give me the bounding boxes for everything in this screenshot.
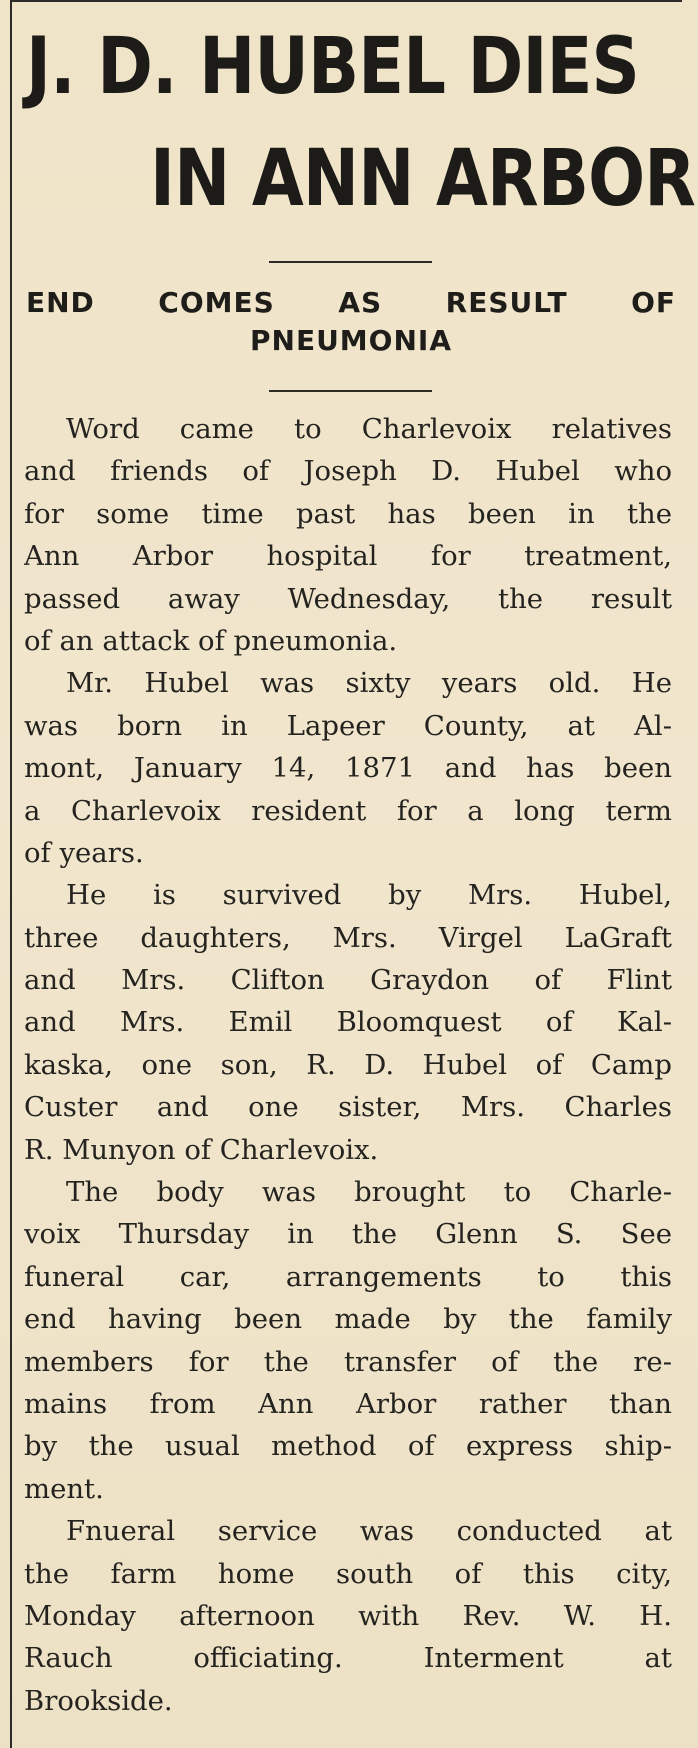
article-line: mains from Ann Arbor rather than bbox=[24, 1387, 672, 1420]
article-line: and Mrs. Clifton Graydon of Flint bbox=[24, 964, 672, 997]
article-line: He is survived by Mrs. Hubel, bbox=[66, 879, 672, 912]
article-line: Rauch officiating. Interment at bbox=[24, 1642, 672, 1675]
divider-rule-top bbox=[269, 261, 432, 263]
article-line: voix Thursday in the Glenn S. See bbox=[24, 1218, 672, 1251]
article-line: of an attack of pneumonia. bbox=[24, 624, 398, 657]
column-rule bbox=[10, 0, 12, 1748]
headline-line-1: J. D. HUBEL DIES bbox=[26, 22, 639, 112]
article-line: R. Munyon of Charlevoix. bbox=[24, 1133, 379, 1166]
divider-rule-bottom bbox=[269, 390, 432, 392]
article-line: kaska, one son, R. D. Hubel of Camp bbox=[24, 1048, 672, 1081]
article-line: members for the transfer of the re- bbox=[24, 1345, 672, 1378]
article-line: by the usual method of express ship- bbox=[24, 1430, 672, 1463]
article-line: Brookside. bbox=[24, 1684, 173, 1717]
article-line: a Charlevoix resident for a long term bbox=[24, 794, 672, 827]
article-line: end having been made by the family bbox=[24, 1303, 672, 1336]
headline-line-2: IN ANN ARBOR bbox=[150, 134, 696, 224]
subheadline-line-1: END COMES AS RESULT OF bbox=[26, 286, 676, 319]
article-line: Monday afternoon with Rev. W. H. bbox=[24, 1599, 672, 1632]
article-line: was born in Lapeer County, at Al- bbox=[24, 709, 672, 742]
article-line: mont, January 14, 1871 and has been bbox=[24, 752, 672, 785]
article-line: Fnueral service was conducted at bbox=[66, 1515, 672, 1548]
article-line: Ann Arbor hospital for treatment, bbox=[24, 540, 672, 573]
article-line: Custer and one sister, Mrs. Charles bbox=[24, 1091, 672, 1124]
article-body bbox=[24, 408, 672, 1722]
article-line: Mr. Hubel was sixty years old. He bbox=[66, 667, 672, 700]
article-line: ment. bbox=[24, 1472, 104, 1505]
article-line: passed away Wednesday, the result bbox=[24, 582, 672, 615]
article-line: and Mrs. Emil Bloomquest of Kal- bbox=[24, 1006, 672, 1039]
article-line: for some time past has been in the bbox=[24, 497, 672, 530]
article-line: and friends of Joseph D. Hubel who bbox=[24, 455, 672, 488]
article-line: Word came to Charlevoix relatives bbox=[66, 413, 672, 445]
top-rule bbox=[10, 0, 682, 2]
article-line: of years. bbox=[24, 836, 144, 869]
article-line: the farm home south of this city, bbox=[24, 1557, 672, 1590]
article-line: three daughters, Mrs. Virgel LaGraft bbox=[24, 921, 672, 954]
subheadline-line-2: PNEUMONIA bbox=[249, 324, 452, 357]
article-line: funeral car, arrangements to this bbox=[24, 1260, 672, 1293]
article-line: The body was brought to Charle- bbox=[66, 1176, 672, 1209]
